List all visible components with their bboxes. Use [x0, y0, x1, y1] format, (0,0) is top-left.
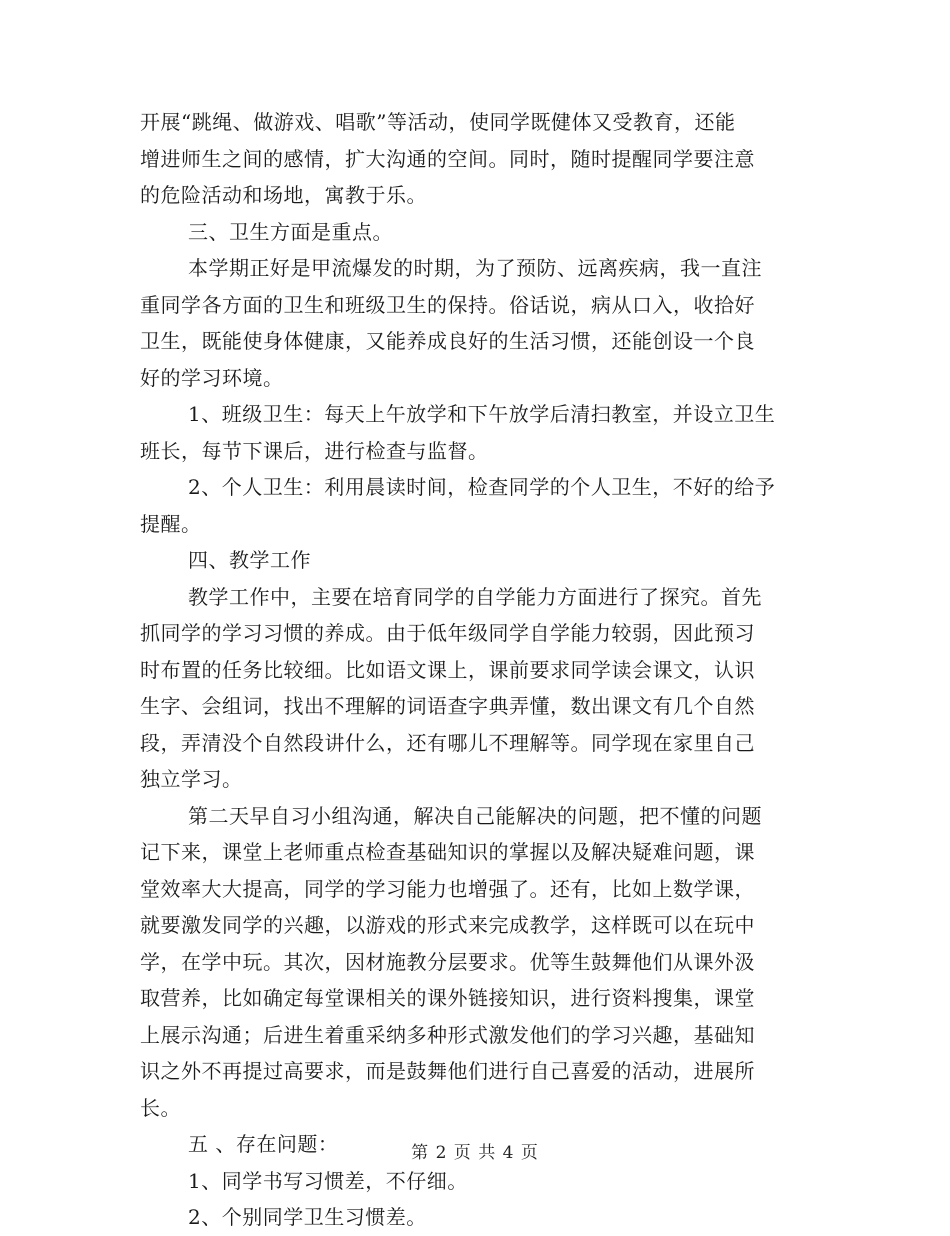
section-heading: 四、教学工作	[188, 548, 311, 572]
text-line: 取营养，比如确定每堂课相关的课外链接知识，进行资料搜集，课堂	[140, 986, 755, 1010]
text-line: 2、个别同学卫生习惯差。	[188, 1205, 427, 1229]
text-line: 本学期正好是甲流爆发的时期，为了预防、远离疾病，我一直注	[188, 256, 762, 280]
text-line: 记下来，课堂上老师重点检查基础知识的掌握以及解决疑难问题，课	[140, 840, 755, 864]
section-heading: 五 、存在问题：	[188, 1132, 339, 1156]
text-line: 长。	[140, 1095, 181, 1120]
page-number-footer: 第 2 页 共 4 页	[411, 1143, 539, 1163]
text-line: 班长，每节下课后，进行检查与监督。	[140, 438, 489, 463]
text-line: 时布置的任务比较细。比如语文课上，课前要求同学读会课文，认识	[140, 657, 755, 682]
text-line: 提醒。	[140, 511, 202, 536]
text-line: 1、同学书写习惯差，不仔细。	[188, 1168, 468, 1193]
text-line: 2、个人卫生：利用晨读时间，检查同学的个人卫生，不好的给予	[188, 475, 776, 499]
text-line: 就要激发同学的兴趣，以游戏的形式来完成教学，这样既可以在玩中	[140, 913, 755, 937]
text-line: 教学工作中，主要在培育同学的自学能力方面进行了探究。首先	[188, 584, 762, 609]
text-line: 重同学各方面的卫生和班级卫生的保持。俗话说，病从口入，收拾好	[140, 292, 755, 317]
text-line: 上展示沟通；后进生着重采纳多种形式激发他们的学习兴趣，基础知	[140, 1022, 755, 1047]
page-body	[140, 104, 810, 1236]
text-line: 开展“跳绳、做游戏、唱歌”等活动，使同学既健体又受教育，还能	[140, 110, 736, 134]
text-line: 学，在学中玩。其次，因材施教分层要求。优等生鼓舞他们从课外汲	[140, 949, 755, 974]
text-line: 的危险活动和场地，寓教于乐。	[140, 183, 427, 207]
text-line: 独立学习。	[140, 767, 243, 791]
text-line: 增进师生之间的感情，扩大沟通的空间。同时，随时提醒同学要注意	[140, 146, 755, 171]
text-line: 卫生，既能使身体健康，又能养成良好的生活习惯，还能创设一个良	[140, 329, 755, 353]
text-line: 1、班级卫生：每天上午放学和下午放学后清扫教室，并设立卫生	[188, 402, 776, 426]
text-line: 生字、会组词，找出不理解的词语查字典弄懂，数出课文有几个自然	[140, 694, 755, 718]
section-heading: 三、卫生方面是重点。	[188, 219, 393, 244]
text-line: 堂效率大大提高，同学的学习能力也增强了。还有，比如上数学课，	[140, 876, 755, 901]
text-line: 好的学习环境。	[140, 365, 284, 390]
text-line: 段，弄清没个自然段讲什么，还有哪儿不理解等。同学现在家里自己	[140, 730, 755, 755]
text-line: 抓同学的学习习惯的养成。由于低年级同学自学能力较弱，因此预习	[140, 621, 755, 645]
text-line: 识之外不再提过高要求，而是鼓舞他们进行自己喜爱的活动，进展所	[140, 1059, 755, 1083]
text-line: 第二天早自习小组沟通，解决自己能解决的问题，把不懂的问题	[188, 803, 762, 828]
